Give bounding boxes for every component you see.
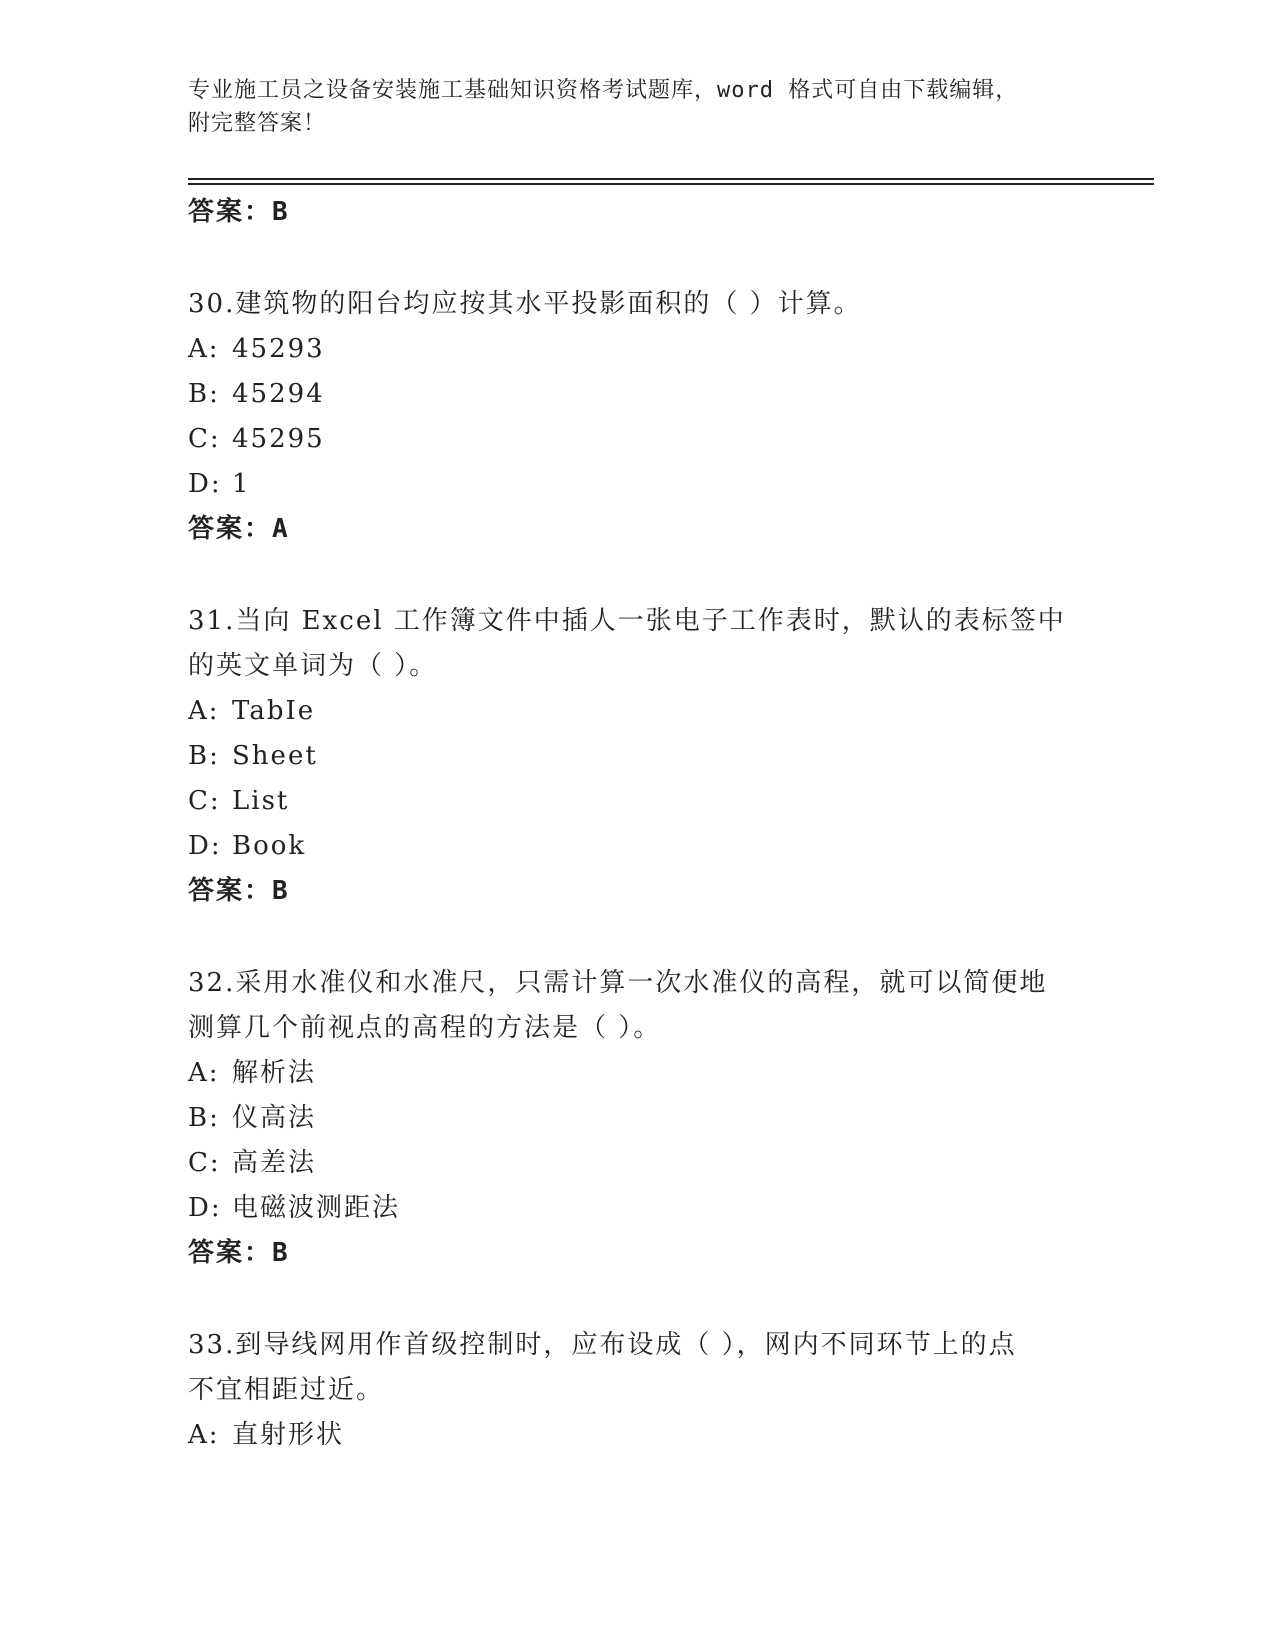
option-b <box>188 372 1088 417</box>
question-text-continued: 不宜相距过近。 <box>188 1375 385 1405</box>
option-letter: A: <box>188 334 220 364</box>
option-d <box>188 462 1088 507</box>
question-stem-line-1: 采用水准仪和水准尺，只需计算一次水准仪的高程，就可以简便地 <box>235 968 1048 998</box>
question-text <box>188 282 1088 327</box>
option-a <box>188 1413 1088 1458</box>
question-text-continued: 测算几个前视点的高程的方法是（ ）。 <box>188 1013 662 1043</box>
option-c <box>188 417 1088 462</box>
answer-label: 答案： <box>188 876 273 906</box>
option-text: 直射形状 <box>232 1420 345 1450</box>
previous-answer <box>188 190 1088 235</box>
question-block-33 <box>188 1323 1088 1458</box>
option-letter: C: <box>188 786 221 816</box>
option-text: List <box>232 786 290 816</box>
option-text: 45295 <box>232 424 325 454</box>
option-letter: A: <box>188 1420 220 1450</box>
question-text <box>188 1323 1088 1368</box>
option-text: 45293 <box>232 334 325 364</box>
question-block-30 <box>188 282 1088 552</box>
question-answer <box>188 1231 1088 1276</box>
document-header <box>188 74 1088 140</box>
option-letter: C: <box>188 424 221 454</box>
spacer <box>188 1276 1088 1323</box>
option-text: 解析法 <box>232 1058 317 1088</box>
option-c <box>188 779 1088 824</box>
question-block-31 <box>188 599 1088 914</box>
header-divider-bottom <box>188 183 1154 185</box>
question-number: 30. <box>188 289 236 319</box>
option-d <box>188 1186 1088 1231</box>
header-line-1: 专业施工员之设备安装施工基础知识资格考试题库，word 格式可自由下载编辑， <box>188 78 1019 103</box>
option-text: TabIe <box>232 696 316 726</box>
spacer <box>188 914 1088 961</box>
question-text-continued: 的英文单词为（ ）。 <box>188 651 438 681</box>
option-a <box>188 327 1088 372</box>
option-a <box>188 689 1088 734</box>
question-number: 33. <box>188 1330 236 1360</box>
option-text: 高差法 <box>232 1148 317 1178</box>
question-number: 31. <box>188 606 236 636</box>
option-c <box>188 1141 1088 1186</box>
question-stem-line-1: 到导线网用作首级控制时，应布设成（ ），网内不同环节上的点 <box>235 1330 1017 1360</box>
option-d <box>188 824 1088 869</box>
answer-value: B <box>272 1238 290 1268</box>
option-letter: B: <box>188 379 220 409</box>
question-text <box>188 961 1088 1006</box>
option-b <box>188 1096 1088 1141</box>
option-a <box>188 1051 1088 1096</box>
option-letter: C: <box>188 1148 221 1178</box>
option-letter: B: <box>188 741 220 771</box>
option-text: 电磁波测距法 <box>232 1193 401 1223</box>
question-block-32 <box>188 961 1088 1276</box>
answer-value: A <box>272 514 290 544</box>
option-text: 45294 <box>232 379 325 409</box>
option-letter: A: <box>188 696 220 726</box>
answer-value: B <box>272 197 290 227</box>
answer-value: B <box>272 876 290 906</box>
option-text: Sheet <box>232 741 318 771</box>
option-b <box>188 734 1088 779</box>
option-text: 仪高法 <box>232 1103 317 1133</box>
answer-label: 答案： <box>188 1238 273 1268</box>
header-divider-top <box>188 178 1154 180</box>
option-letter: B: <box>188 1103 220 1133</box>
question-number: 32. <box>188 968 236 998</box>
spacer <box>188 552 1088 599</box>
option-letter: D: <box>188 1193 222 1223</box>
option-letter: D: <box>188 469 222 499</box>
answer-label: 答案： <box>188 514 273 544</box>
header-line-2: 附完整答案！ <box>188 111 327 136</box>
option-text: Book <box>232 831 307 861</box>
question-answer <box>188 507 1088 552</box>
spacer <box>188 235 1088 282</box>
option-letter: A: <box>188 1058 220 1088</box>
question-stem-line-1: 建筑物的阳台均应按其水平投影面积的（ ）计算。 <box>235 289 862 319</box>
option-letter: D: <box>188 831 222 861</box>
option-text: 1 <box>232 469 251 499</box>
answer-label: 答案： <box>188 197 273 227</box>
question-stem-line-1: 当向 Excel 工作簿文件中插人一张电子工作表时，默认的表标签中 <box>235 606 1066 636</box>
question-text <box>188 599 1088 644</box>
question-answer <box>188 869 1088 914</box>
question-list <box>188 190 1088 1458</box>
